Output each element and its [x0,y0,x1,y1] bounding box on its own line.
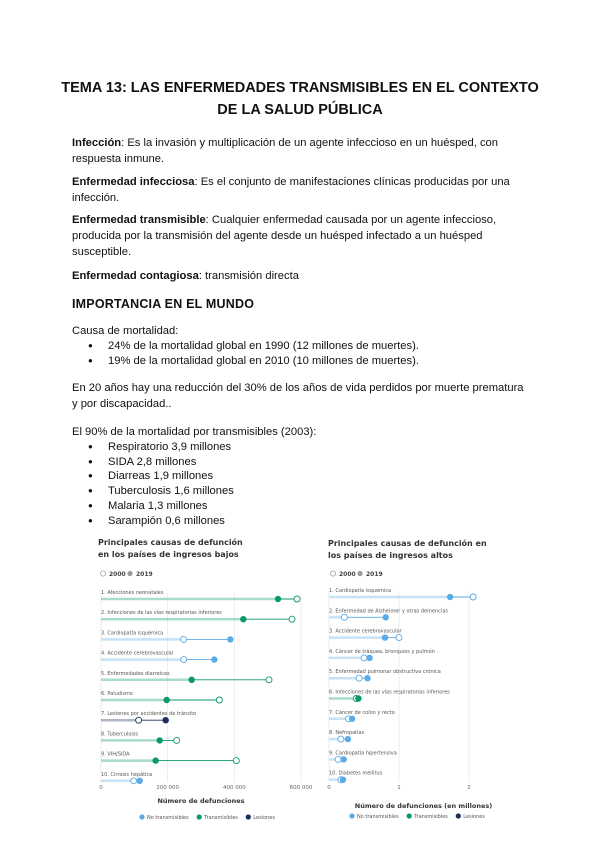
legend-category-marker [456,813,461,818]
row-label: 7. Cáncer de colon y recto [329,709,395,716]
legend-2000-marker [330,571,335,576]
point-2019 [382,634,388,640]
row-label: 10. Cirrosis hepática [101,771,153,778]
point-2019 [349,716,355,722]
legend-category-label: Transmisibles [414,814,448,820]
row-label: 10. Diabetes mellitus [329,770,383,777]
point-2000 [216,697,222,703]
legend-category-marker [139,814,144,819]
section-heading: IMPORTANCIA EN EL MUNDO [72,297,255,311]
point-2019 [240,616,246,622]
mortality-list [72,339,532,368]
point-2000 [181,657,187,663]
definition-text: : Cualquier enfermedad causada por un agente infeccioso, producida por la transmisión del agente desde un huésped infectado a un huésped susceptible. [72,214,497,258]
point-2000 [361,655,367,661]
legend-category-marker [197,814,202,819]
row-label: 4. Cáncer de tráquea, bronquios y pulmón [329,648,435,655]
legend-2000-label: 2000 [109,571,126,578]
legend-2000-label: 2000 [339,571,356,578]
list-item: ● Malaria 1,3 millones [72,499,532,514]
x-tick-label: 400 000 [222,785,246,791]
row-label: 2. Enfermedad de Alzheimer y otras demencias [329,608,448,615]
list-item: ● Tuberculosis 1,6 millones [72,484,532,499]
definition-text: : Es el conjunto de manifestaciones clínicas producidas por una infección. [72,176,510,204]
list-item: ● Respiratorio 3,9 millones [72,440,532,455]
point-2000 [341,614,347,620]
list-item: ● Diarreas 1,9 millones [72,469,532,484]
chart-title: Principales causas de defunción en [328,539,487,548]
point-2000 [294,596,300,602]
point-2019 [163,697,169,703]
term: Infección [72,137,122,149]
definition-text: : transmisión directa [198,270,299,282]
point-2000 [396,635,402,641]
definition-enfermedad-infecciosa [72,174,532,206]
point-2019 [188,677,194,683]
legend-2019-marker [127,571,132,576]
point-2019 [156,737,162,743]
point-2000 [136,717,142,723]
x-tick-label: 0 [99,785,103,791]
row-label: 5. Enfermedad pulmonar obstructiva crónica [329,669,441,676]
point-2019 [162,717,168,723]
row-label: 6. Infecciones de las vías respiratorias inferiores [329,689,450,696]
transmissible-intro: El 90% de la mortalidad por transmisibles (2003): [72,426,317,438]
point-2000 [289,616,295,622]
point-2019 [364,675,370,681]
definition-enfermedad-transmisible [72,212,532,260]
row-label: 1. Cardiopatía isquémica [329,588,392,594]
point-2000 [338,736,344,742]
row-label: 3. Accidente cerebrovascular [329,628,402,635]
legend-category-marker [246,814,251,819]
chart-subtitle: en los países de ingresos bajos [98,550,239,559]
legend-2019-label: 2019 [366,571,383,578]
chart-title: Principales causas de defunción [98,538,243,547]
mortality-block [72,323,532,368]
legend-category-label: No transmisibles [147,815,189,821]
chart-subtitle: los países de ingresos altos [328,551,453,560]
point-2000 [266,677,272,683]
mortality-intro: Causa de mortalidad: [72,325,179,337]
row-label: 6. Paludismo [101,691,133,697]
legend-category-marker [349,813,354,818]
point-2000 [233,758,239,764]
definition-enfermedad-contagiosa [72,268,532,284]
point-2019 [340,777,346,783]
row-label: 7. Lesiones por accidentes de tránsito [101,711,197,718]
row-label: 2. Infecciones de las vías respiratorias inferiores [101,610,222,617]
row-label: 5. Enfermedades diarreicas [101,670,170,677]
term: Enfermedad contagiosa [72,270,199,282]
x-axis-title: Número de defunciones [157,797,245,805]
chart-high-income [322,533,522,831]
x-axis-title: Número de defunciones (en millones) [354,802,493,810]
legend-2000-marker [100,571,105,576]
term: Enfermedad transmisible [72,214,206,226]
point-2019 [227,636,233,642]
point-2019 [341,756,347,762]
chart-background [92,533,318,831]
list-item: ● 19% de la mortalidad global en 2010 (10 millones de muertes). [72,354,532,369]
row-label: 9. Cardiopatía hipertensiva [329,750,397,757]
legend-category-label: Transmisibles [204,815,238,821]
row-label: 3. Cardiopatía isquémica [101,630,164,637]
transmissible-block [72,424,532,528]
point-2000 [356,675,362,681]
point-2000 [181,636,187,642]
row-label: 8. Tuberculosis [101,731,138,738]
title-line-1: TEMA 13: LAS ENFERMEDADES TRANSMISIBLES EN EL CONTEXTO [61,80,539,96]
row-label: 1. Afecciones neonatales [101,590,164,596]
legend-category-label: Lesiones [463,814,485,820]
x-tick-label: 1 [397,785,401,791]
row-label: 8. Nefropatías [329,730,365,737]
legend-category-label: No transmisibles [357,814,399,820]
legend-2019-label: 2019 [136,571,153,578]
point-2000 [335,756,341,762]
point-2019 [447,594,453,600]
list-item: ● SIDA 2,8 millones [72,455,532,470]
legend-category-label: Lesiones [253,815,275,821]
point-2019 [211,656,217,662]
chart-low-income [92,533,318,831]
term: Enfermedad infecciosa [72,176,195,188]
point-2019 [152,757,158,763]
legend-category-marker [407,813,412,818]
point-2000 [131,778,137,784]
page-title [60,77,540,121]
point-2019 [366,655,372,661]
row-label: 9. VIH/SIDA [101,751,130,758]
title-line-2: DE LA SALUD PÚBLICA [217,102,383,118]
x-tick-label: 600 000 [289,785,313,791]
definition-text: : Es la invasión y multiplicación de un agente infeccioso en un huésped, con respuesta inmune. [72,137,498,165]
point-2000 [174,737,180,743]
list-item: ● 24% de la mortalidad global en 1990 (12 millones de muertes). [72,339,532,354]
point-2019 [275,596,281,602]
x-tick-label: 200 000 [156,785,180,791]
point-2019 [345,736,351,742]
reduction-text: En 20 años hay una reducción del 30% de los años de vida perdidos por muerte prematura y por discapacidad.. [72,382,524,410]
point-2019 [355,695,361,701]
point-2019 [383,614,389,620]
x-tick-label: 0 [327,785,331,791]
legend-2019-marker [357,571,362,576]
row-label: 4. Accidente cerebrovascular [101,650,174,657]
list-item: ● Sarampión 0,6 millones [72,514,532,529]
point-2019 [136,778,142,784]
x-tick-label: 2 [467,785,471,791]
definition-infeccion [72,135,532,167]
point-2000 [470,594,476,600]
transmissible-list [72,440,532,528]
